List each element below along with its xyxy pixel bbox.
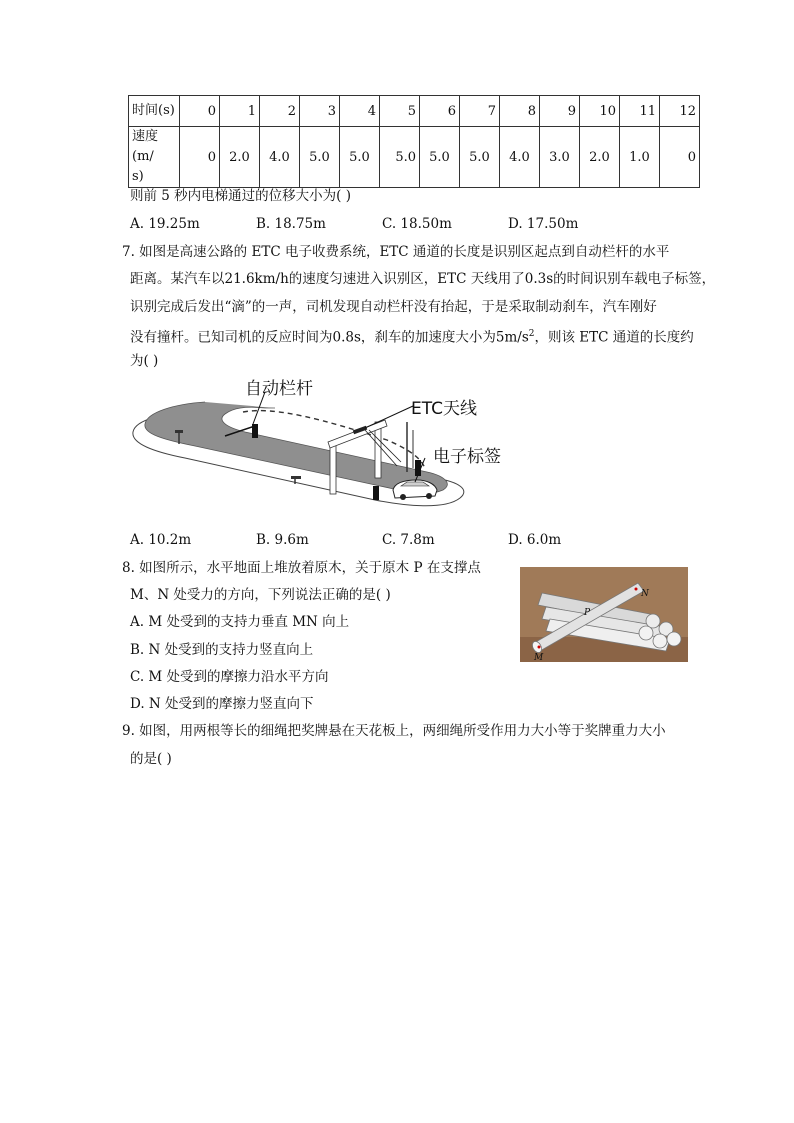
etc-figure: [125, 372, 515, 522]
signal-line-2: [369, 430, 401, 462]
q8-option-c: C. M 处受到的摩擦力沿水平方向: [130, 669, 329, 685]
table-header-time: 时间(s): [129, 96, 180, 127]
table-cell: 9: [540, 96, 580, 127]
q8-option-d: D. N 处受到的摩擦力竖直向下: [130, 696, 314, 712]
label-gate: 自动栏杆: [245, 379, 313, 399]
point-n: [635, 588, 638, 591]
q8-option-b: B. N 处受到的支持力竖直向上: [130, 642, 314, 658]
label-m: M: [534, 653, 544, 662]
table-row: [129, 127, 700, 188]
table-cell: 10: [580, 96, 620, 127]
q8-option-a: A. M 处受到的支持力垂直 MN 向上: [130, 614, 350, 630]
table-cell: 5.0: [300, 127, 340, 188]
q7-option-a: A. 10.2m: [130, 532, 192, 548]
table-cell: 11: [620, 96, 660, 127]
label-leader-antenna: [365, 406, 413, 428]
table-row: [129, 96, 700, 127]
gantry-left-leg: [330, 442, 336, 494]
logs-figure: [520, 567, 688, 662]
q7-line5: 为( ): [130, 353, 159, 369]
table-cell: 3.0: [540, 127, 580, 188]
q6-option-a: A. 19.25m: [130, 216, 200, 232]
q7-option-d: D. 6.0m: [508, 532, 562, 548]
table-cell: 1.0: [620, 127, 660, 188]
q7-line4-sup: 2: [528, 329, 535, 339]
q7-line4-b: ，则该 ETC 通道的长度约: [534, 329, 694, 346]
table-cell: 8: [500, 96, 540, 127]
label-tag: 电子标签: [433, 447, 501, 467]
q9-line1: 9. 如图，用两根等长的细绳把奖牌悬在天花板上，两细绳所受作用力大小等于奖牌重力大小: [122, 723, 666, 739]
car-wheel: [400, 494, 406, 500]
label-p: P: [584, 608, 591, 618]
q7-line1: 7. 如图是高速公路的 ETC 电子收费系统，ETC 通道的长度是识别区起点到自动栏杆的水平: [122, 244, 670, 260]
table-cell: 5: [380, 96, 420, 127]
table-cell: 1: [220, 96, 260, 127]
table-cell: 2.0: [580, 127, 620, 188]
log-end: [667, 632, 681, 646]
table-cell: 12: [660, 96, 700, 127]
q7-line4: [130, 324, 694, 348]
table-cell: 6: [420, 96, 460, 127]
q6-option-c: C. 18.50m: [382, 216, 452, 232]
q8-line2: M、N 处受力的方向，下列说法正确的是( ): [130, 587, 391, 603]
q6-option-b: B. 18.75m: [256, 216, 326, 232]
table-cell: 5.0: [460, 127, 500, 188]
q9-line2: 的是( ): [130, 751, 172, 767]
log-end: [639, 626, 653, 640]
point-m: [538, 646, 541, 649]
log-end: [653, 634, 667, 648]
table-cell: 0: [180, 127, 220, 188]
table-cell: 4.0: [500, 127, 540, 188]
table-cell: 5.0: [420, 127, 460, 188]
q8-line1: 8. 如图所示，水平地面上堆放着原木，关于原木 P 在支撑点: [122, 560, 481, 576]
table-cell: 2: [260, 96, 300, 127]
q7-line2: 距离。某汽车以21.6km/h的速度匀速进入识别区，ETC 天线用了0.3s的时间识别车载电子标签，: [130, 271, 716, 287]
table-cell: 0: [660, 127, 700, 188]
table-header-speed: [129, 127, 180, 188]
toll-post-2: [373, 486, 379, 500]
table-cell: 4.0: [260, 127, 300, 188]
table-cell: 5.0: [380, 127, 420, 188]
q7-option-c: C. 7.8m: [382, 532, 435, 548]
q6-option-d: D. 17.50m: [508, 216, 579, 232]
marker: [291, 476, 301, 479]
log-end: [646, 614, 660, 628]
q7-option-b: B. 9.6m: [256, 532, 309, 548]
car-wheel: [426, 493, 432, 499]
table-cell: 3: [300, 96, 340, 127]
speed-time-table: [128, 95, 700, 188]
table-cell: 2.0: [220, 127, 260, 188]
q6-stem: 则前 5 秒内电梯通过的位移大小为( ): [130, 188, 351, 204]
table-cell: 7: [460, 96, 500, 127]
speed-header-line2: s): [132, 169, 144, 184]
q7-line4-a: 没有撞杆。已知司机的反应时间为0.8s，刹车的加速度大小为5m/s: [130, 329, 529, 346]
table-cell: 5.0: [340, 127, 380, 188]
label-n: N: [641, 589, 649, 599]
table-cell: 4: [340, 96, 380, 127]
label-antenna: ETC天线: [411, 399, 477, 419]
q7-line3: 识别完成后发出“滴”的一声，司机发现自动栏杆没有抬起，于是采取制动刹车，汽车刚好: [130, 299, 657, 315]
speed-header-line1: 速度(m/: [132, 129, 159, 164]
table-cell: 0: [180, 96, 220, 127]
